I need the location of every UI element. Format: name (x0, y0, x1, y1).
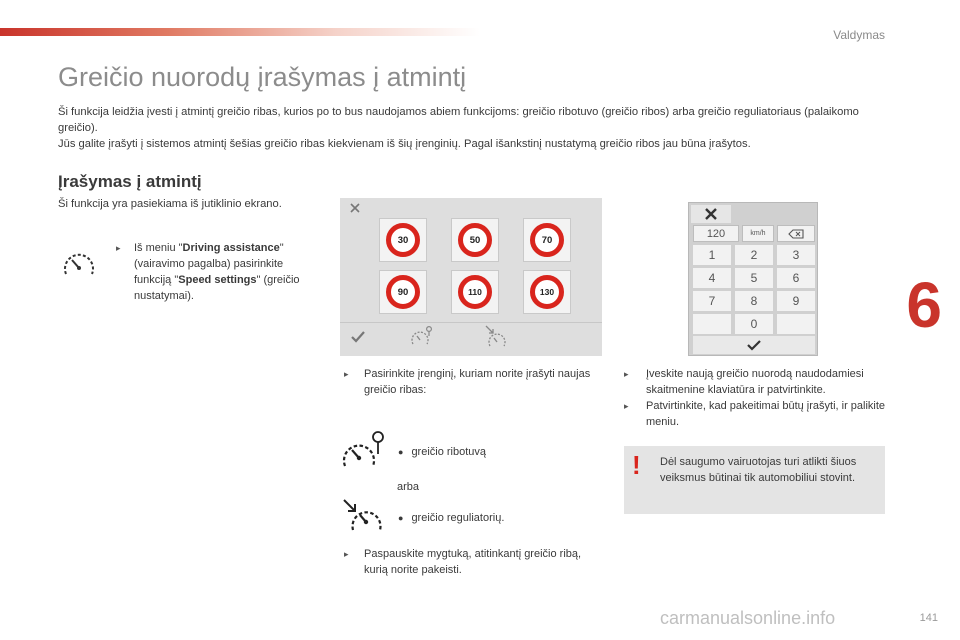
speed-sign: 110 (458, 275, 492, 309)
speed-sign: 70 (530, 223, 564, 257)
close-icon (704, 208, 718, 220)
option-speed-limiter: ● greičio ribotuvą (398, 446, 487, 458)
speed-sign: 90 (386, 275, 420, 309)
watermark: carmanualsonline.info (660, 608, 836, 628)
speed-entry-keypad (688, 202, 818, 356)
unit-label: km/h (742, 225, 774, 242)
key-7[interactable]: 7 (693, 291, 731, 311)
check-icon[interactable] (350, 330, 366, 344)
speed-settings-screen (340, 198, 602, 356)
intro-paragraph-1: Ši funkcija leidžia įvesti į atmintį greičio ribas, kurios po to bus naudojamos abiem funkcijoms: greičio ribotuvo (greičio ribos) arba greičio reguliatoriaus (palaikomo greičio). (58, 106, 859, 134)
step-enter-speed: ▸ Įveskite naują greičio nuorodą naudodamiesi skaitmenine klaviatūra ir patvirtinkite. (624, 368, 864, 396)
speed-cell-3[interactable] (523, 218, 571, 262)
backspace-button[interactable] (777, 225, 815, 242)
warning-icon: ! (632, 450, 641, 480)
confirm-button[interactable] (693, 336, 815, 354)
speed-sign: 30 (386, 223, 420, 257)
key-empty-right (777, 314, 815, 334)
speedometer-icon (62, 250, 96, 278)
page-number: 141 (919, 612, 938, 624)
step-press-button: ▸ Paspauskite mygtuką, atitinkantį greičio ribą, kurią norite pakeisti. (344, 548, 582, 576)
warning-text: Dėl saugumo vairuotojas turi atlikti šiuos veiksmus būtinai tik automobiliui stovint. (660, 456, 857, 484)
key-empty-left (693, 314, 731, 334)
option-cruise-control: ● greičio reguliatorių. (398, 512, 505, 524)
check-icon (746, 339, 762, 351)
or-text: arba (397, 481, 420, 493)
speed-limiter-icon (340, 428, 388, 472)
step-open-menu: ▸ Iš meniu "Driving assistance" (vairavimo pagalba) pasirinkite funkciją "Speed settings" (greičio nustatymai). (116, 242, 300, 302)
close-icon[interactable] (348, 201, 362, 215)
step-confirm: ▸ Patvirtinkite, kad pakeitimai būtų įrašyti, ir palikite meniu. (624, 400, 886, 428)
intro-paragraph-2: Jūs galite įrašyti į sistemos atmintį šešias greičio ribas kiekvienam iš šių įrenginių. Pagal išankstinį nustatymą greičio ribos jau būna įrašytos. (58, 138, 751, 150)
backspace-icon (788, 229, 804, 239)
chapter-number: 6 (906, 269, 942, 341)
header-accent-bar (0, 28, 480, 36)
speed-cell-6[interactable] (523, 270, 571, 314)
page-title: Greičio nuorodų įrašymas į atmintį (58, 62, 467, 92)
key-1[interactable]: 1 (693, 245, 731, 265)
screen-bottom-bar (340, 322, 602, 357)
speed-cell-1[interactable] (379, 218, 427, 262)
speed-cell-4[interactable] (379, 270, 427, 314)
close-button[interactable] (691, 205, 731, 223)
key-8[interactable]: 8 (735, 291, 773, 311)
key-5[interactable]: 5 (735, 268, 773, 288)
section-name: Valdymas (833, 28, 885, 42)
speed-limiter-icon[interactable] (410, 324, 434, 348)
menu-speed-settings: Speed settings (178, 274, 257, 286)
speed-cell-2[interactable] (451, 218, 499, 262)
section-heading: Įrašymas į atmintį (58, 172, 202, 191)
key-9[interactable]: 9 (777, 291, 815, 311)
step-select-device: ▸ Pasirinkite įrenginį, kuriam norite įrašyti naujas greičio ribas: (344, 368, 591, 396)
speed-cell-5[interactable] (451, 270, 499, 314)
safety-warning-box (624, 446, 885, 514)
key-0[interactable]: 0 (735, 314, 773, 334)
speed-value-field[interactable]: 120 (693, 225, 739, 242)
speed-sign: 50 (458, 223, 492, 257)
key-2[interactable]: 2 (735, 245, 773, 265)
key-3[interactable]: 3 (777, 245, 815, 265)
key-4[interactable]: 4 (693, 268, 731, 288)
cruise-control-icon[interactable] (484, 324, 508, 348)
cruise-control-icon (340, 496, 388, 534)
menu-driving-assistance: Driving assistance (182, 242, 280, 254)
speed-sign: 130 (530, 275, 564, 309)
key-6[interactable]: 6 (777, 268, 815, 288)
intro-text (58, 104, 888, 152)
section-subtitle: Ši funkcija yra pasiekiama iš jutiklinio ekrano. (58, 198, 282, 210)
